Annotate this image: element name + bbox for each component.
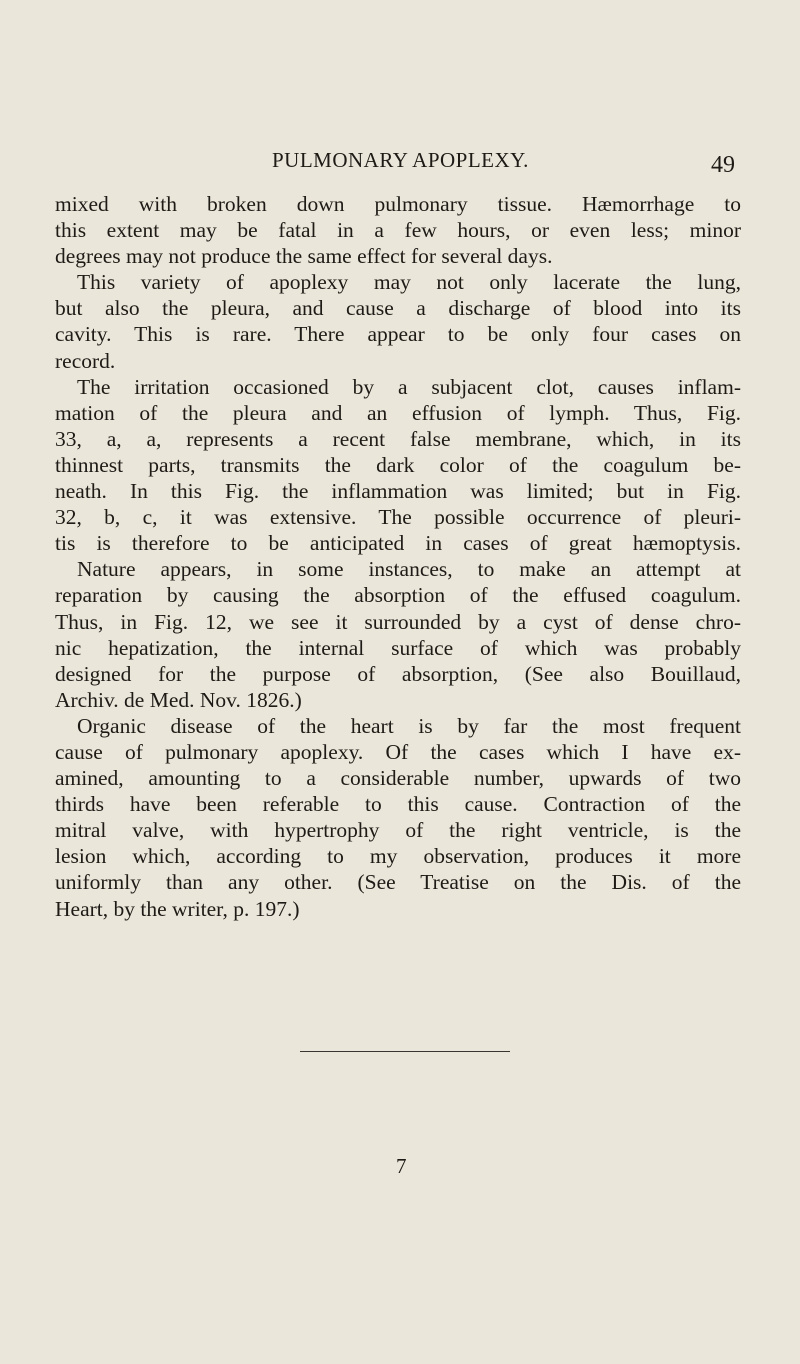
text-line: The irritation occasioned by a subjacent clot, causes inflam- <box>77 374 741 399</box>
page-number: 49 <box>711 152 735 178</box>
text-line: but also the pleura, and cause a discharge of blood into its <box>55 296 741 321</box>
text-line: record. <box>55 348 116 373</box>
text-line: uniformly than any other. (See Treatise on the Dis. of the <box>55 870 741 895</box>
text-line: reparation by causing the absorption of the effused coagulum. <box>55 583 741 608</box>
text-line: mitral valve, with hypertrophy of the right ventricle, is the <box>55 818 741 843</box>
text-line: Archiv. de Med. Nov. 1826.) <box>55 687 302 712</box>
text-line: thirds have been referable to this cause. Contraction of the <box>55 792 741 817</box>
text-line: nic hepatization, the internal surface of which was probably <box>55 635 741 660</box>
text-line: mation of the pleura and an effusion of lymph. Thus, Fig. <box>55 400 741 425</box>
text-line: neath. In this Fig. the inflammation was limited; but in Fig. <box>55 479 741 504</box>
text-line: mixed with broken down pulmonary tissue. Hæmorrhage to <box>55 192 741 216</box>
text-line: cause of pulmonary apoplexy. Of the cases which I have ex- <box>55 739 741 764</box>
running-title: PULMONARY APOPLEXY. <box>272 148 529 172</box>
text-line: Nature appears, in some instances, to make an attempt at <box>77 557 741 582</box>
running-head <box>0 148 800 178</box>
text-line: tis is therefore to be anticipated in cases of great hæmoptysis. <box>55 531 741 556</box>
signature-mark: 7 <box>396 1154 407 1178</box>
text-line: cavity. This is rare. There appear to be only four cases on <box>55 322 741 347</box>
text-line: Thus, in Fig. 12, we see it surrounded by a cyst of dense chro- <box>55 609 741 634</box>
body-text <box>55 191 741 922</box>
text-line: 32, b, c, it was extensive. The possible occurrence of pleuri- <box>55 505 741 530</box>
text-line: 33, a, a, represents a recent false membrane, which, in its <box>55 426 741 451</box>
section-rule <box>300 1051 510 1052</box>
text-line: thinnest parts, transmits the dark color of the coagulum be- <box>55 452 741 477</box>
text-line: degrees may not produce the same effect for several days. <box>55 244 553 269</box>
text-line: This variety of apoplexy may not only lacerate the lung, <box>77 270 741 295</box>
text-line: this extent may be fatal in a few hours, or even less; minor <box>55 218 741 243</box>
text-line: designed for the purpose of absorption, (See also Bouillaud, <box>55 661 741 686</box>
text-line: lesion which, according to my observation, produces it more <box>55 844 741 869</box>
text-line: Organic disease of the heart is by far the most frequent <box>77 713 741 738</box>
text-line: amined, amounting to a considerable number, upwards of two <box>55 766 741 791</box>
text-line: Heart, by the writer, p. 197.) <box>55 896 300 921</box>
